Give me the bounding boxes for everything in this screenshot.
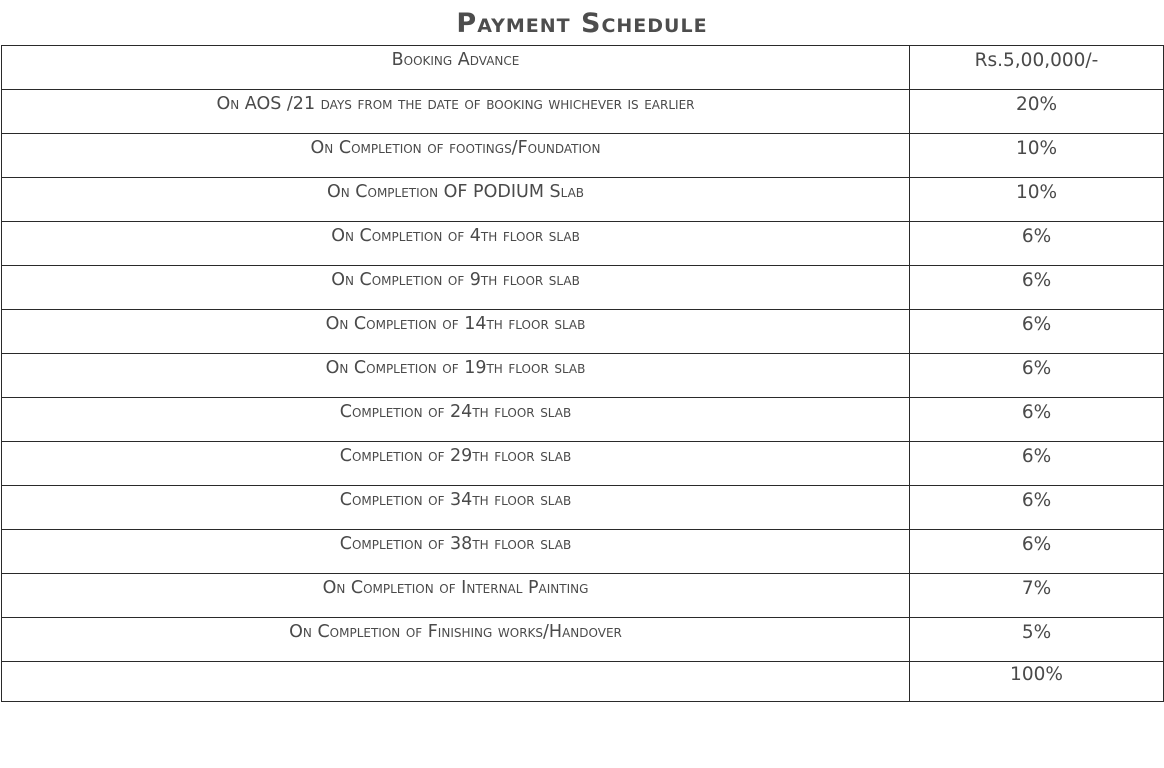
- payment-schedule-table: [1, 45, 1164, 702]
- amount-cell: 6%: [910, 398, 1164, 442]
- amount-cell: 6%: [910, 222, 1164, 266]
- stage-cell: On Completion of Finishing works/Handover: [2, 618, 910, 662]
- amount-cell: 6%: [910, 442, 1164, 486]
- stage-cell: On AOS /21 days from the date of booking whichever is earlier: [2, 90, 910, 134]
- table-row: [2, 530, 1164, 574]
- amount-cell: 10%: [910, 178, 1164, 222]
- table-row: [2, 178, 1164, 222]
- stage-cell: On Completion OF PODIUM Slab: [2, 178, 910, 222]
- amount-cell: 6%: [910, 530, 1164, 574]
- table-row: [2, 574, 1164, 618]
- amount-cell: 20%: [910, 90, 1164, 134]
- stage-cell: On Completion of Internal Painting: [2, 574, 910, 618]
- stage-cell: Completion of 38th floor slab: [2, 530, 910, 574]
- stage-cell: On Completion of 4th floor slab: [2, 222, 910, 266]
- stage-cell: Completion of 29th floor slab: [2, 442, 910, 486]
- stage-cell: On Completion of footings/Foundation: [2, 134, 910, 178]
- amount-cell: 6%: [910, 486, 1164, 530]
- amount-cell: 6%: [910, 310, 1164, 354]
- stage-cell: Completion of 34th floor slab: [2, 486, 910, 530]
- amount-cell: 6%: [910, 266, 1164, 310]
- amount-cell: 5%: [910, 618, 1164, 662]
- page-title: Payment Schedule: [456, 8, 708, 39]
- amount-cell: 6%: [910, 354, 1164, 398]
- amount-cell: Rs.5,00,000/-: [910, 46, 1164, 90]
- table-row: [2, 90, 1164, 134]
- table-row: [2, 310, 1164, 354]
- table-row: [2, 398, 1164, 442]
- stage-cell: On Completion of 19th floor slab: [2, 354, 910, 398]
- table-row: [2, 618, 1164, 662]
- table-row: [2, 486, 1164, 530]
- amount-cell: 10%: [910, 134, 1164, 178]
- total-label-cell: [2, 662, 910, 702]
- table-row: [2, 222, 1164, 266]
- table-row: [2, 442, 1164, 486]
- table-row: [2, 266, 1164, 310]
- table-row: [2, 354, 1164, 398]
- amount-cell: 7%: [910, 574, 1164, 618]
- table-row: [2, 134, 1164, 178]
- stage-cell: Completion of 24th floor slab: [2, 398, 910, 442]
- stage-cell: On Completion of 9th floor slab: [2, 266, 910, 310]
- total-amount-cell: 100%: [910, 662, 1164, 702]
- stage-cell: On Completion of 14th floor slab: [2, 310, 910, 354]
- total-row: [2, 662, 1164, 702]
- table-row: [2, 46, 1164, 90]
- stage-cell: Booking Advance: [2, 46, 910, 90]
